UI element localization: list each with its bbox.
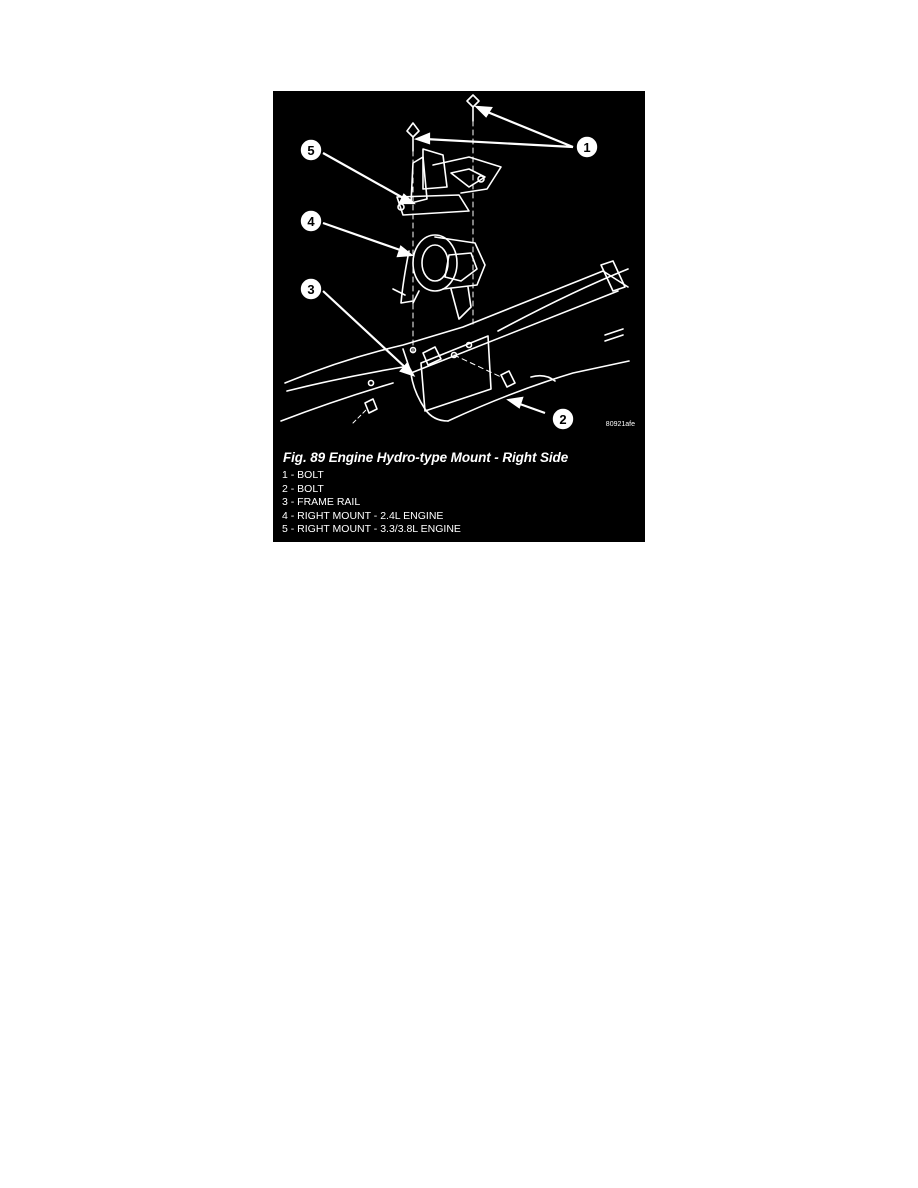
callout-1: 1: [583, 140, 591, 155]
legend-item: 2 - BOLT: [282, 482, 324, 495]
legend-item: 4 - RIGHT MOUNT - 2.4L ENGINE: [282, 509, 444, 522]
legend-item: 3 - FRAME RAIL: [282, 496, 361, 509]
figure-legend: [282, 469, 461, 537]
figure-caption: Fig. 89 Engine Hydro-type Mount - Right Side: [283, 450, 569, 465]
callout-4: 4: [307, 214, 315, 229]
callout-5: 5: [307, 143, 315, 158]
callout-3: 3: [307, 282, 315, 297]
figure-code: 80921afe: [605, 421, 635, 428]
legend-item: 5 - RIGHT MOUNT - 3.3/3.8L ENGINE: [282, 523, 461, 536]
callout-2: 2: [559, 412, 567, 427]
engine-mount-figure: [273, 91, 645, 542]
legend-item: 1 - BOLT: [282, 469, 324, 481]
